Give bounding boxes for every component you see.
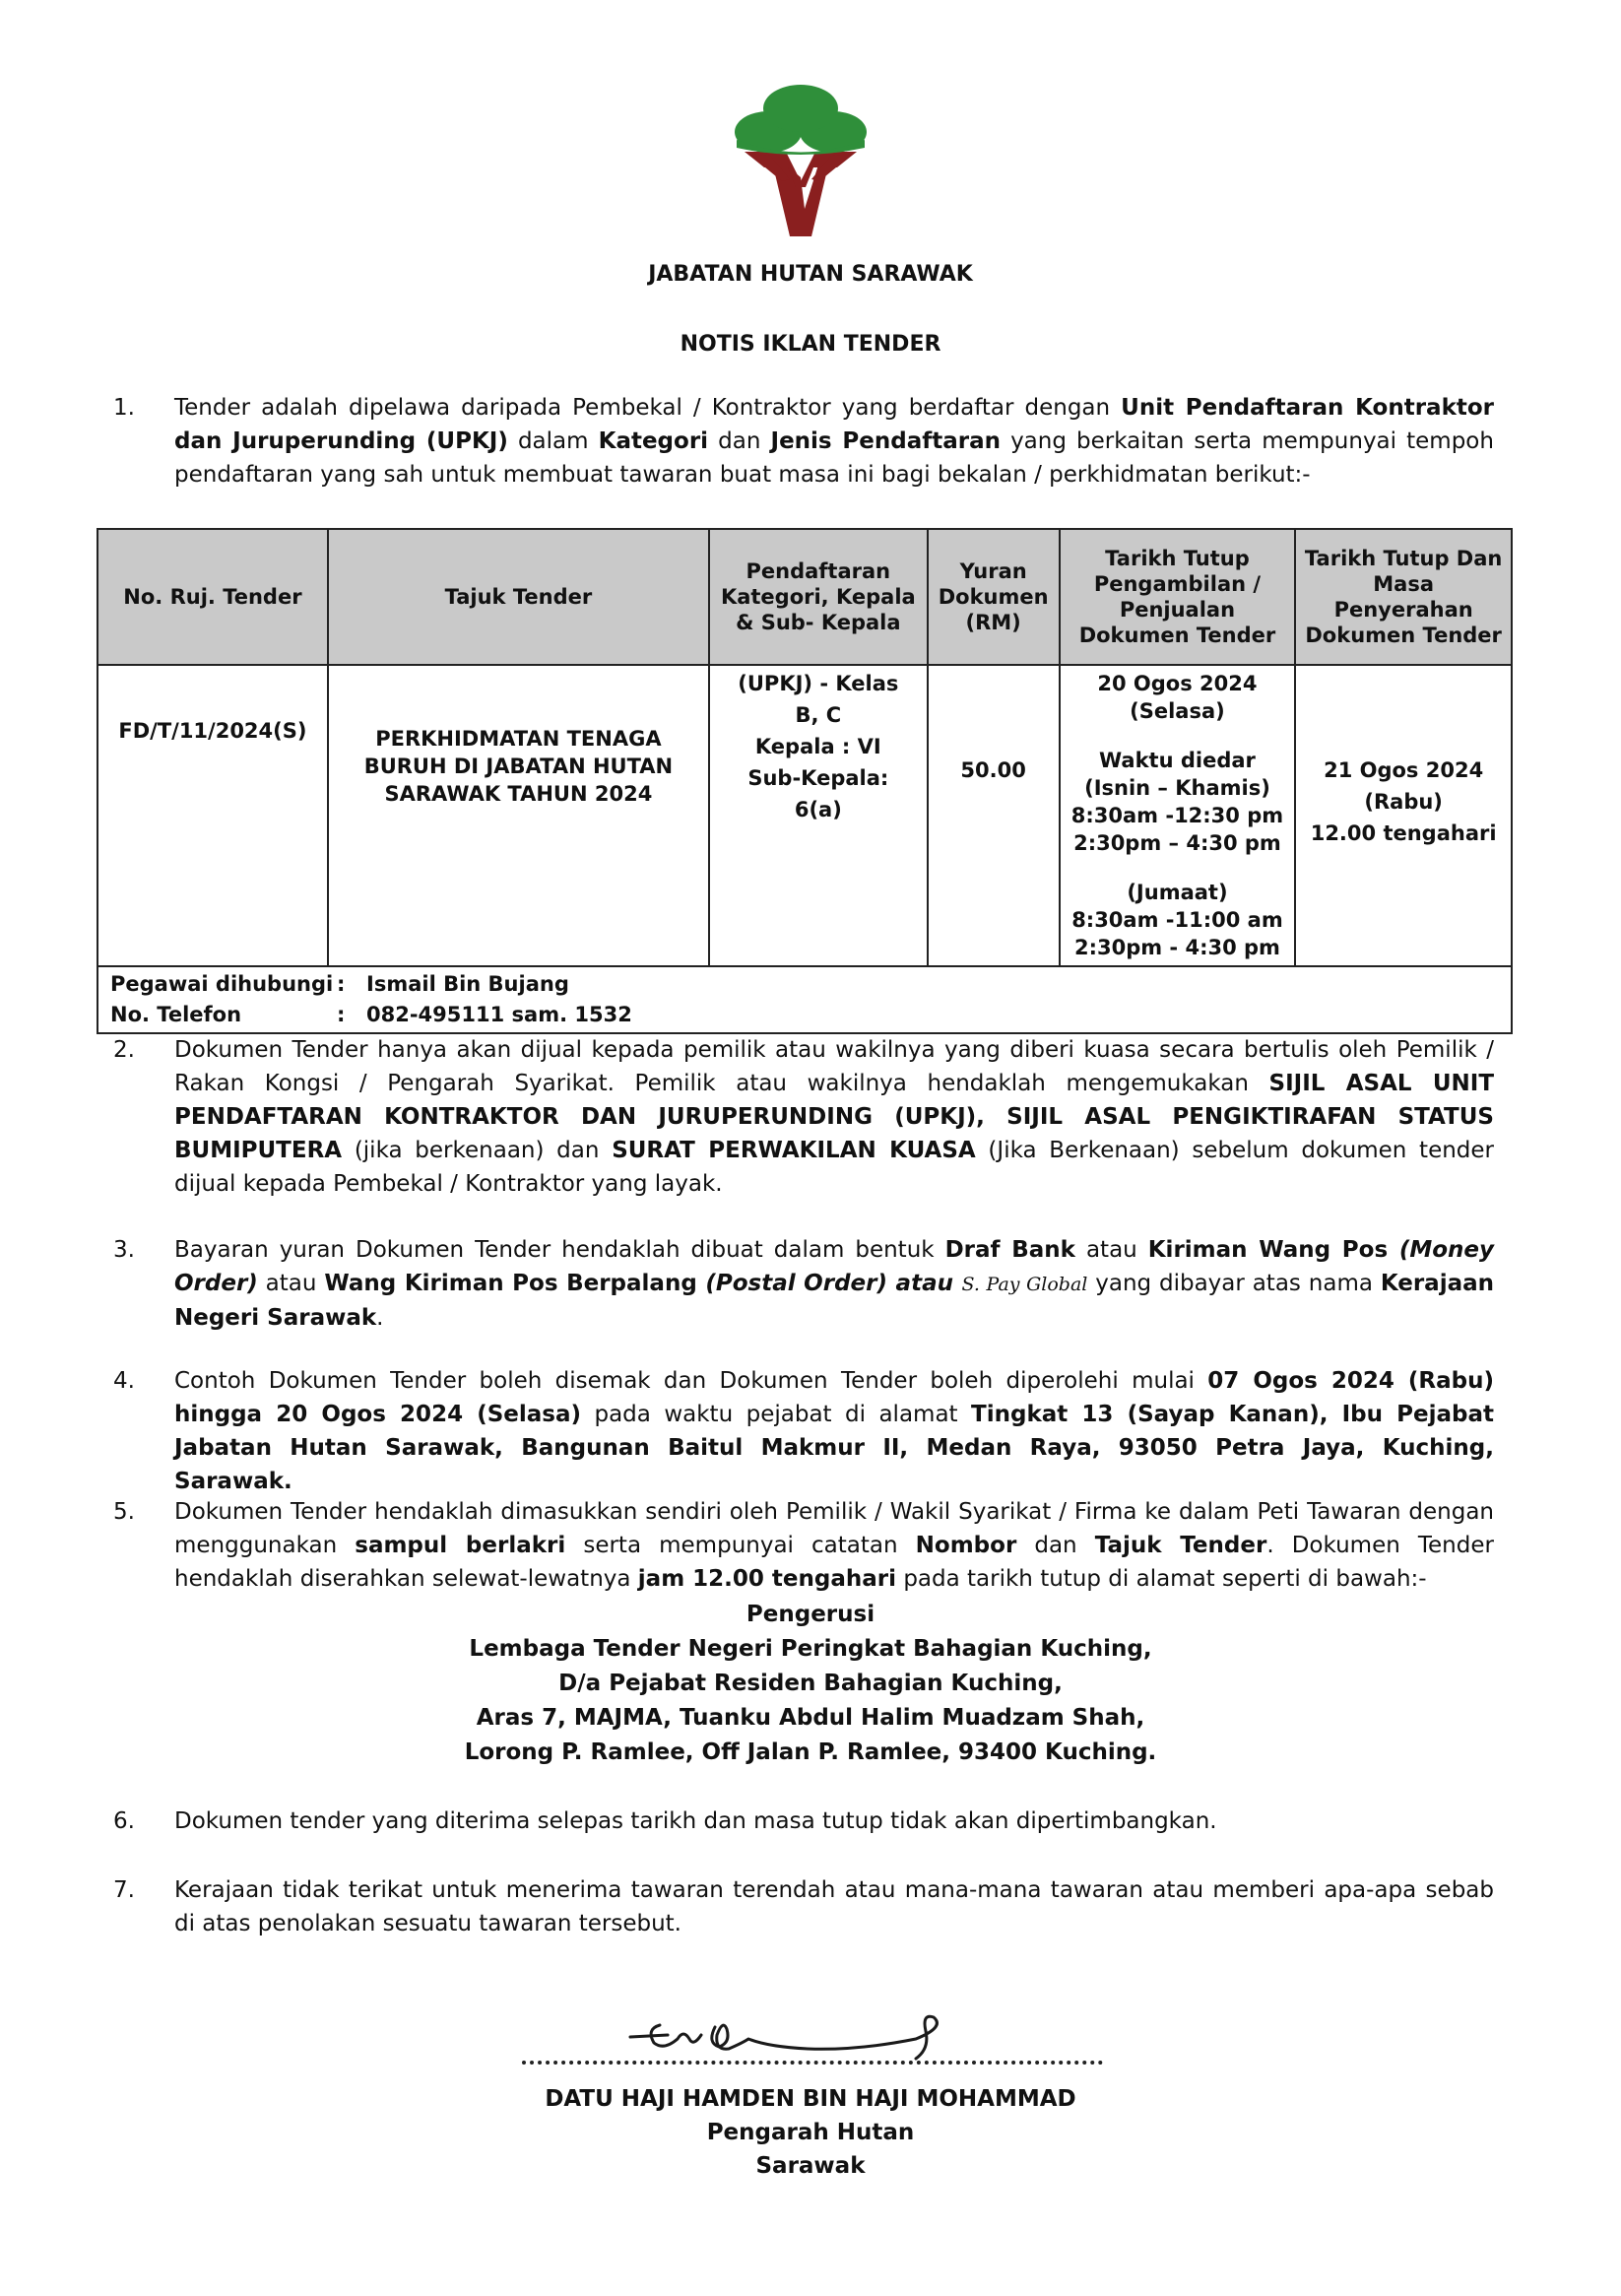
paragraph-6 [113, 1804, 1502, 1844]
paragraph-number: 4. [113, 1368, 135, 1394]
submission-line: (Rabu) [1364, 790, 1443, 814]
text-run: (jika berkenaan) dan [342, 1138, 613, 1163]
cell-registration [709, 665, 928, 966]
paragraph-number: 2. [113, 1037, 135, 1063]
cell-title: PERKHIDMATAN TENAGA BURUH DI JABATAN HUTAN SARAWAK TAHUN 2024 [328, 665, 709, 966]
col-header-title: Tajuk Tender [328, 529, 709, 665]
paragraph-number: 3. [113, 1237, 135, 1263]
paragraph-text: Dokumen tender yang diterima selepas tarikh dan masa tutup tidak akan dipertimbangkan. [174, 1808, 1217, 1834]
address-line: D/a Pejabat Residen Bahagian Kuching, [558, 1671, 1063, 1696]
paragraph-text: Kerajaan tidak terikat untuk menerima tawaran terendah atau mana-mana tawaran atau memberi apa-apa sebab di atas penolakan sesuatu tawaran tersebut. [174, 1877, 1494, 1936]
tender-table [97, 528, 1513, 1034]
bold-run: SURAT PERWAKILAN KUASA [612, 1138, 976, 1163]
paragraph-number: 5. [113, 1499, 135, 1525]
bold-run: Wang Kiriman Pos Berpalang [324, 1271, 706, 1296]
bold-run: 07 Ogos 2024 (Rabu) hingga 20 Ogos 2024 (Selasa) [174, 1368, 1494, 1427]
closing-line: (Selasa) [1130, 699, 1225, 723]
text-run: Tender adalah dipelawa daripada Pembekal / Kontraktor yang berdaftar dengan [174, 395, 1122, 421]
address-line: Lembaga Tender Negeri Peringkat Bahagian Kuching, [469, 1636, 1152, 1662]
closing-line: 20 Ogos 2024 [1097, 672, 1258, 695]
col-header-closing-sale: Tarikh Tutup Pengambilan / Penjualan Dokumen Tender [1060, 529, 1296, 665]
signatory-place: Sarawak [755, 2153, 866, 2179]
contact-label: Pegawai dihubungi [110, 972, 334, 996]
cell-closing-sale [1060, 665, 1296, 966]
paragraph-text [174, 1233, 1494, 1335]
bold-run: Kiriman Wang Pos [1147, 1237, 1399, 1263]
bold-run: Unit Pendaftaran Kontraktor dan Juruperunding (UPKJ) [174, 395, 1494, 454]
submission-line: 21 Ogos 2024 [1324, 758, 1484, 782]
text-run: pada waktu pejabat di alamat [581, 1402, 972, 1427]
text-run: yang dibayar atas nama [1087, 1271, 1381, 1296]
text-run: serta mempunyai catatan [565, 1533, 916, 1558]
table-row [97, 665, 1512, 966]
contact-cell [97, 966, 1512, 1033]
closing-line: 2:30pm - 4:30 pm [1073, 936, 1280, 959]
address-line: Lorong P. Ramlee, Off Jalan P. Ramlee, 93400 Kuching. [464, 1739, 1157, 1765]
contact-row [97, 966, 1512, 1033]
italic-run: (Postal Order) atau [705, 1271, 962, 1296]
col-header-registration: Pendaftaran Kategori, Kepala & Sub- Kepala [709, 529, 928, 665]
registration-line: Kepala : VI [754, 735, 881, 758]
bold-run: sampul berlakri [355, 1533, 566, 1558]
contact-person-line [110, 969, 1499, 1000]
paragraph-7 [113, 1873, 1502, 1947]
cell-fee: 50.00 [928, 665, 1060, 966]
forest-department-logo [727, 71, 875, 238]
text-run: Dokumen Tender hanya akan dijual kepada pemilik atau wakilnya yang diberi kuasa secara bertulis oleh Pemilik / Rakan Kongsi / Pengarah Syarikat. Pemilik atau wakilnya hendaklah mengemukakan [174, 1037, 1494, 1096]
signatory-position: Pengarah Hutan [706, 2120, 915, 2145]
paragraph-3 [113, 1233, 1502, 1342]
paragraph-5 [113, 1495, 1502, 1604]
closing-line: (Isnin – Khamis) [1084, 776, 1270, 800]
bold-run: Kategori [598, 428, 709, 454]
text-run: Bayaran yuran Dokumen Tender hendaklah dibuat dalam bentuk [174, 1237, 945, 1263]
bold-run: Draf Bank [944, 1237, 1075, 1263]
bold-run: Nombor [915, 1533, 1017, 1558]
bold-run: Kerajaan Negeri Sarawak [174, 1271, 1494, 1331]
paragraph-text [174, 1033, 1494, 1201]
cell-ref: FD/T/11/2024(S) [97, 665, 328, 966]
phone-value: 082-495111 sam. 1532 [366, 1003, 632, 1026]
col-header-fee: Yuran Dokumen (RM) [928, 529, 1060, 665]
signatory-block [0, 2082, 1621, 2183]
registration-line: 6(a) [794, 798, 842, 821]
text-run: Dokumen Tender hendaklah dimasukkan sendiri oleh Pemilik / Wakil Syarikat / Firma ke dalam Peti Tawaran dengan menggunakan [174, 1499, 1494, 1558]
col-header-closing-submission: Tarikh Tutup Dan Masa Penyerahan Dokumen Tender [1295, 529, 1512, 665]
closing-line: Waktu diedar [1099, 749, 1256, 772]
paragraph-4 [113, 1364, 1502, 1494]
paragraph-1 [113, 391, 1502, 499]
text-run: dan [708, 428, 771, 454]
contact-colon: : [337, 972, 346, 996]
bold-run: Tingkat 13 (Sayap Kanan), Ibu Pejabat Jabatan Hutan Sarawak, Bangunan Baitul Makmur II, Medan Raya, 93050 Petra Jaya, Kuching, Sarawak. [174, 1402, 1494, 1494]
closing-line: 2:30pm – 4:30 pm [1073, 831, 1281, 855]
submission-address [0, 1598, 1621, 1770]
address-line: Pengerusi [746, 1602, 875, 1627]
notice-title: NOTIS IKLAN TENDER [680, 332, 941, 357]
col-header-ref: No. Ruj. Tender [97, 529, 328, 665]
text-run: yang berkaitan serta mempunyai tempoh pendaftaran yang sah untuk membuat tawaran buat masa ini bagi bekalan / perkhidmatan berikut:- [174, 428, 1494, 488]
text-run: . Dokumen Tender hendaklah diserahkan selewat-lewatnya [174, 1533, 1494, 1592]
registration-line: (UPKJ) - Kelas [738, 672, 899, 695]
text-run: dalam [507, 428, 599, 454]
bold-run: Jenis Pendaftaran [770, 428, 1001, 454]
phone-colon: : [337, 1003, 346, 1026]
bold-run: Tajuk Tender [1094, 1533, 1267, 1558]
closing-line: (Jumaat) [1127, 881, 1228, 904]
text-run: atau [257, 1271, 325, 1296]
paragraph-2 [113, 1033, 1502, 1206]
paragraph-text [174, 1495, 1494, 1596]
registration-line: B, C [795, 703, 842, 727]
paragraph-number: 7. [113, 1877, 135, 1903]
text-run: . [376, 1305, 384, 1331]
bold-run: jam 12.00 tengahari [637, 1566, 897, 1592]
submission-line: 12.00 tengahari [1310, 821, 1497, 845]
registration-line: Sub-Kepala: [747, 766, 889, 790]
text-run: dan [1016, 1533, 1095, 1558]
address-line: Aras 7, MAJMA, Tuanku Abdul Halim Muadzam Shah, [476, 1705, 1145, 1731]
text-run: Contoh Dokumen Tender boleh disemak dan Dokumen Tender boleh diperolehi mulai [174, 1368, 1208, 1394]
text-run: (Jika Berkenaan) sebelum dokumen tender dijual kepada Pembekal / Kontraktor yang layak. [174, 1138, 1494, 1197]
paragraph-number: 6. [113, 1808, 135, 1834]
phone-label: No. Telefon [110, 1003, 242, 1026]
closing-line: 8:30am -11:00 am [1071, 908, 1283, 932]
table-header-row [97, 529, 1512, 665]
closing-line: 8:30am -12:30 pm [1070, 804, 1284, 827]
italic-run: (Money Order) [174, 1237, 1495, 1296]
signatory-name: DATU HAJI HAMDEN BIN HAJI MOHAMMAD [545, 2086, 1076, 2112]
paragraph-text [174, 391, 1494, 492]
spay-run: S. Pay Global [961, 1274, 1088, 1295]
paragraph-text [174, 1364, 1494, 1498]
text-run: pada tarikh tutup di alamat seperti di bawah:- [896, 1566, 1427, 1592]
paragraph-number: 1. [113, 395, 135, 421]
contact-value: Ismail Bin Bujang [366, 972, 569, 996]
handwritten-signature [620, 2000, 995, 2068]
bold-run: SIJIL ASAL UNIT PENDAFTARAN KONTRAKTOR DAN JURUPERUNDING (UPKJ), SIJIL ASAL PENGIKTIRAFAN STATUS BUMIPUTERA [174, 1071, 1495, 1163]
org-heading: JABATAN HUTAN SARAWAK [648, 262, 973, 287]
signature-line [522, 2061, 1103, 2065]
cell-closing-submission [1295, 665, 1512, 966]
text-run: atau [1074, 1237, 1148, 1263]
phone-line [110, 1000, 1499, 1030]
